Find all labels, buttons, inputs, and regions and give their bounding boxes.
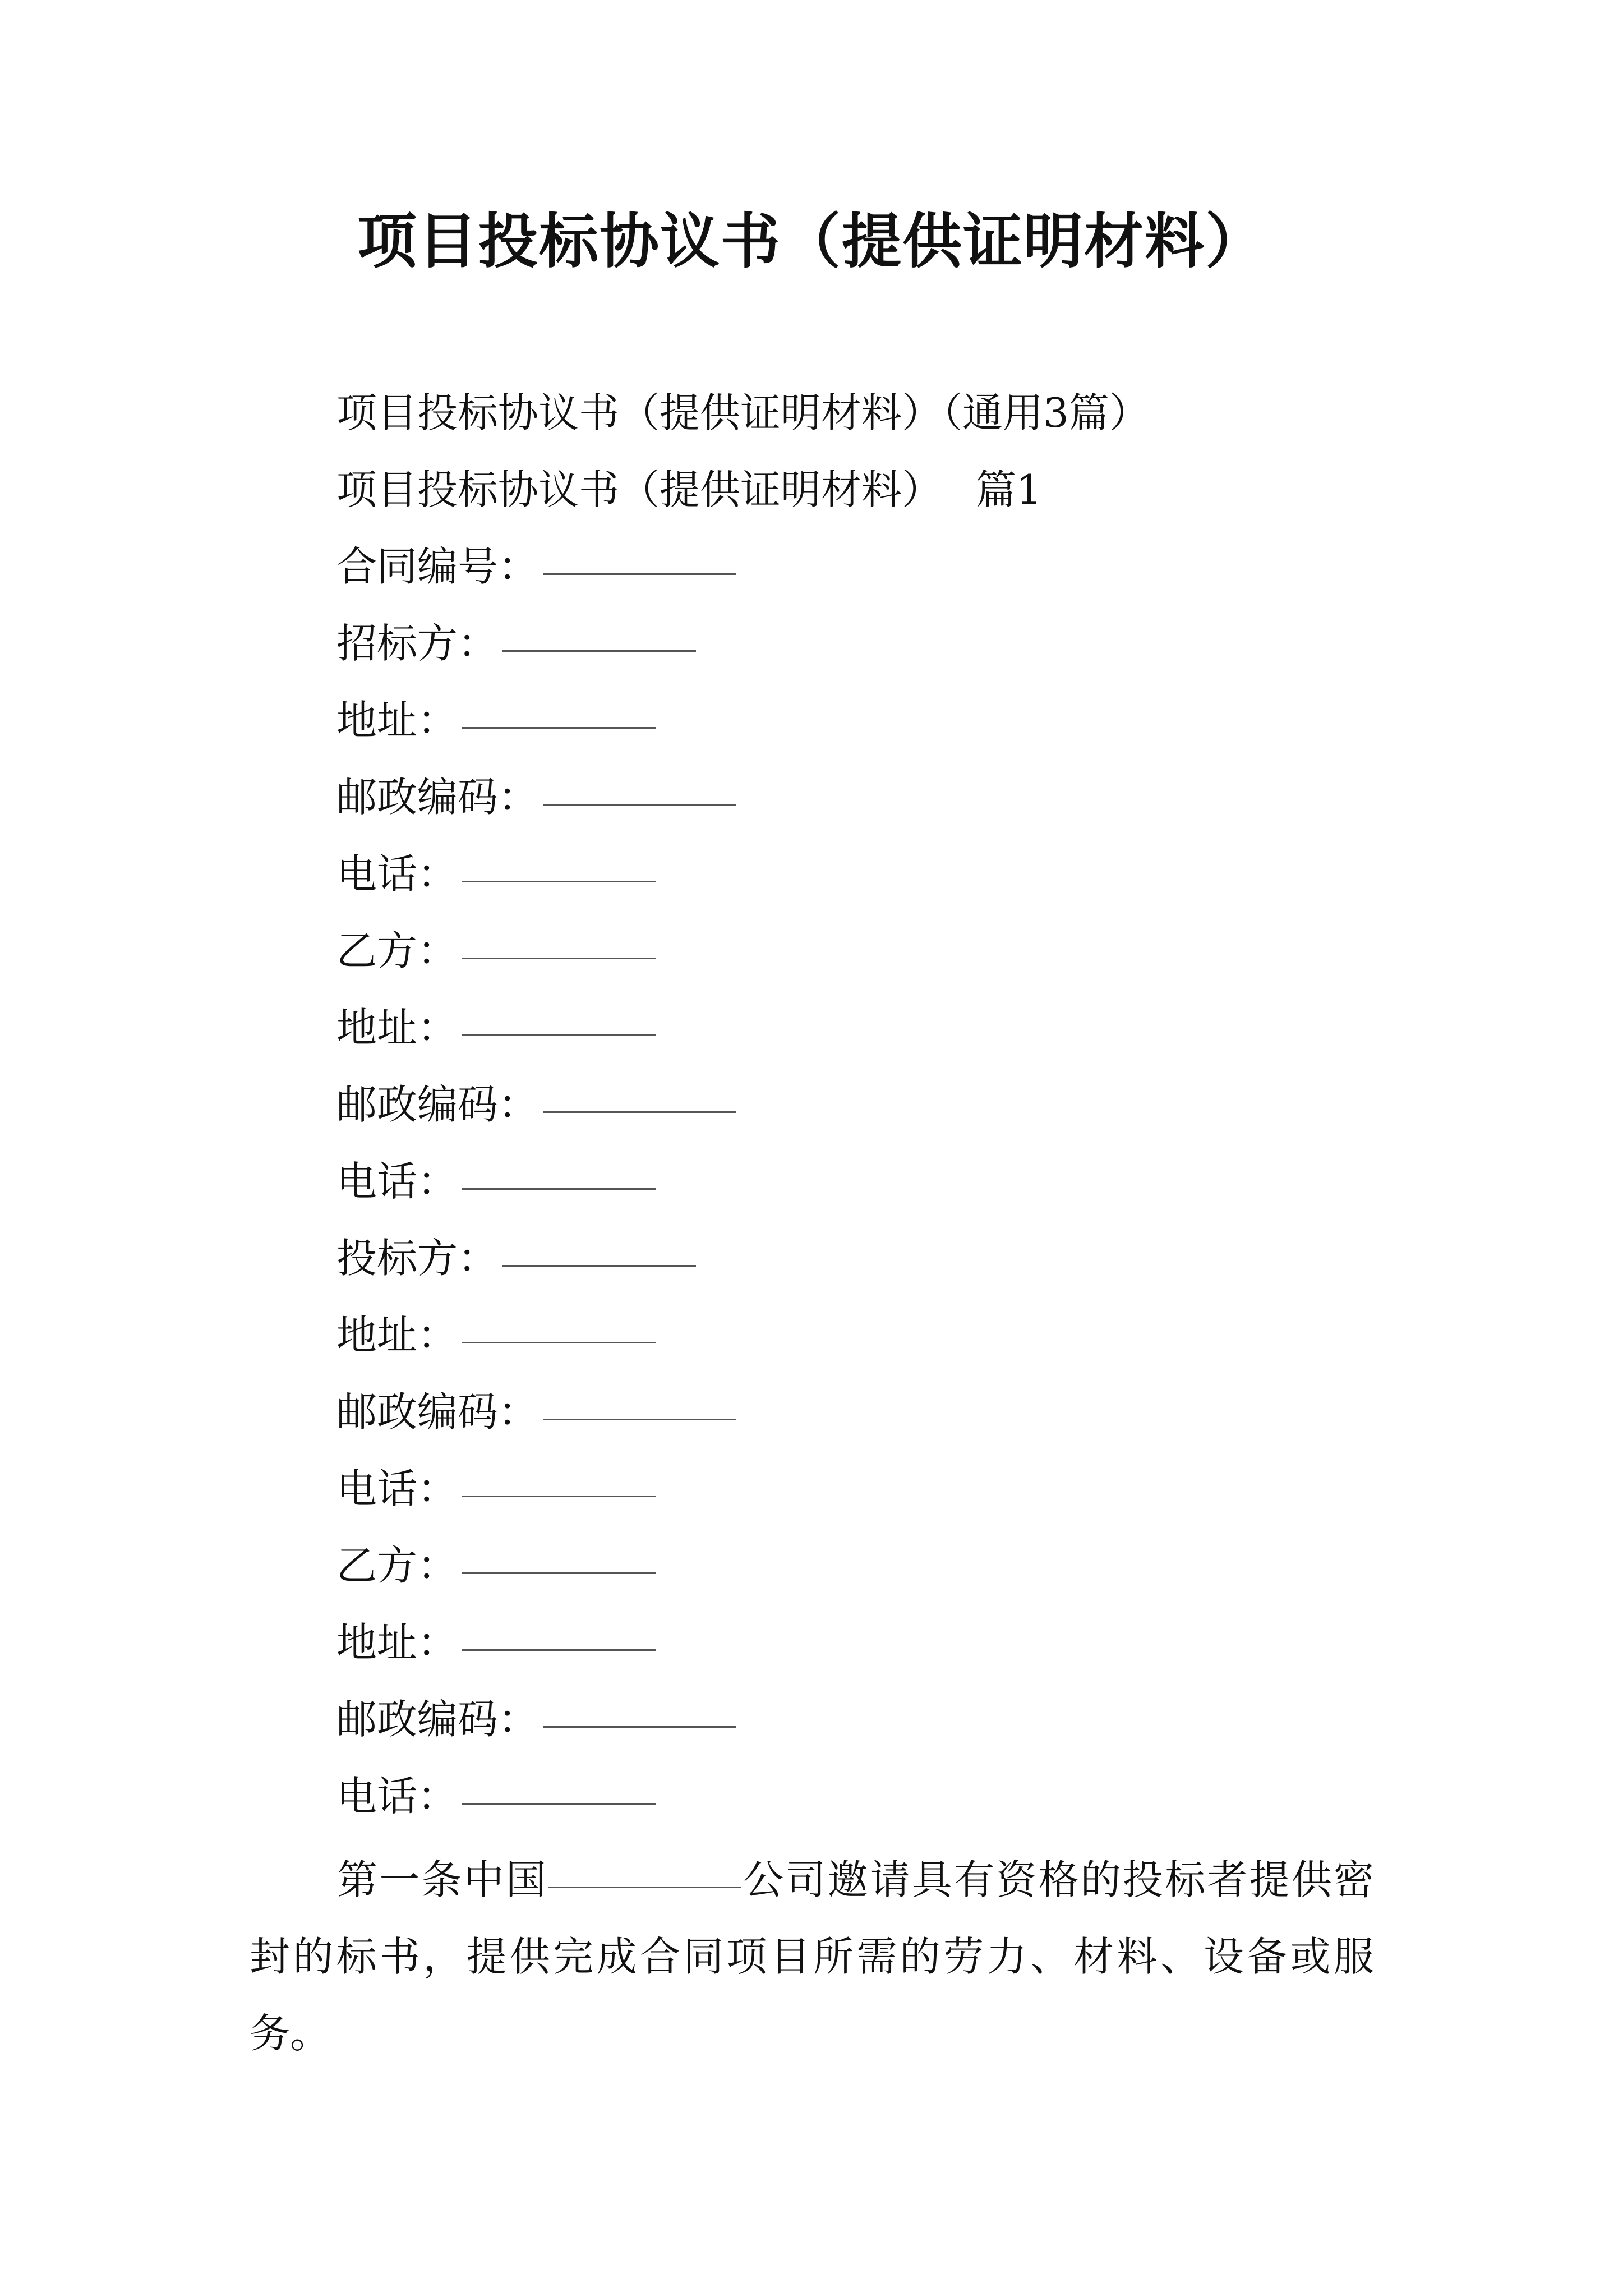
field-label: 地址： <box>336 1004 458 1051</box>
field-address <box>336 1604 1402 1681</box>
field-address <box>336 990 1402 1066</box>
section-heading <box>336 452 1402 528</box>
field-postcode <box>336 1681 1402 1758</box>
clause-1-paragraph <box>250 1842 1374 2072</box>
fill-in-blank[interactable] <box>502 605 696 652</box>
field-label: 合同编号： <box>336 543 539 590</box>
field-postcode <box>336 759 1402 836</box>
field-label: 电话： <box>336 1465 458 1512</box>
field-label: 电话： <box>336 850 458 898</box>
field-phone <box>336 1758 1402 1835</box>
field-label: 邮政编码： <box>336 1388 539 1435</box>
field-label: 地址： <box>336 1619 458 1666</box>
subtitle-text: 项目投标协议书（提供证明材料）（通用3篇） <box>336 389 1150 436</box>
fill-in-blank[interactable] <box>462 1527 656 1574</box>
field-label: 地址： <box>336 1312 458 1359</box>
section-heading-text: 项目投标协议书（提供证明材料） <box>336 466 943 513</box>
fill-in-blank[interactable] <box>462 1451 656 1497</box>
fill-in-blank[interactable] <box>543 1681 736 1728</box>
field-phone <box>336 1143 1402 1220</box>
fill-in-blank[interactable] <box>543 1374 736 1420</box>
fill-in-blank[interactable] <box>462 1604 656 1651</box>
field-label: 乙方： <box>336 927 458 974</box>
field-postcode <box>336 1066 1402 1143</box>
field-label: 电话： <box>336 1158 458 1205</box>
fill-in-blank[interactable] <box>543 528 736 575</box>
fill-in-blank[interactable] <box>462 1297 656 1343</box>
field-party-b <box>336 913 1402 990</box>
clause-1-start: 第一条中国 <box>337 1856 548 1903</box>
field-postcode <box>336 1374 1402 1451</box>
field-bidder <box>336 1220 1402 1297</box>
fill-in-blank[interactable] <box>543 759 736 806</box>
field-label: 邮政编码： <box>336 774 539 821</box>
field-address <box>336 1297 1402 1374</box>
field-label: 邮政编码： <box>336 1696 539 1743</box>
fill-in-blank[interactable] <box>502 1220 696 1267</box>
field-contract-number <box>336 528 1402 605</box>
fill-in-blank[interactable] <box>462 990 656 1036</box>
document-title: 项目投标协议书（提供证明材料） <box>357 206 1266 276</box>
field-tenderer <box>336 605 1402 682</box>
section-number: 篇1 <box>976 466 1042 513</box>
field-phone <box>336 1451 1402 1527</box>
field-address <box>336 682 1402 759</box>
fill-in-blank[interactable] <box>462 836 656 882</box>
field-label: 招标方： <box>336 620 499 667</box>
fill-in-blank[interactable] <box>462 1143 656 1190</box>
field-label: 投标方： <box>336 1235 499 1282</box>
fill-in-blank[interactable] <box>543 1066 736 1113</box>
document-subtitle <box>336 375 1402 452</box>
fill-in-blank[interactable] <box>462 913 656 959</box>
field-label: 地址： <box>336 697 458 744</box>
clause-1-rest: 公司邀请具有资格的投标者提供密封的标书，提供完成合同项目所需的劳力、材料、设备或服务。 <box>250 1856 1374 2057</box>
field-phone <box>336 836 1402 913</box>
field-party-b <box>336 1527 1402 1604</box>
fill-in-blank[interactable] <box>548 1842 741 1888</box>
field-label: 邮政编码： <box>336 1081 539 1128</box>
field-label: 电话： <box>336 1773 458 1820</box>
fill-in-blank[interactable] <box>462 1758 656 1805</box>
field-label: 乙方： <box>336 1542 458 1589</box>
fill-in-blank[interactable] <box>462 682 656 729</box>
document-body <box>336 375 1402 1835</box>
